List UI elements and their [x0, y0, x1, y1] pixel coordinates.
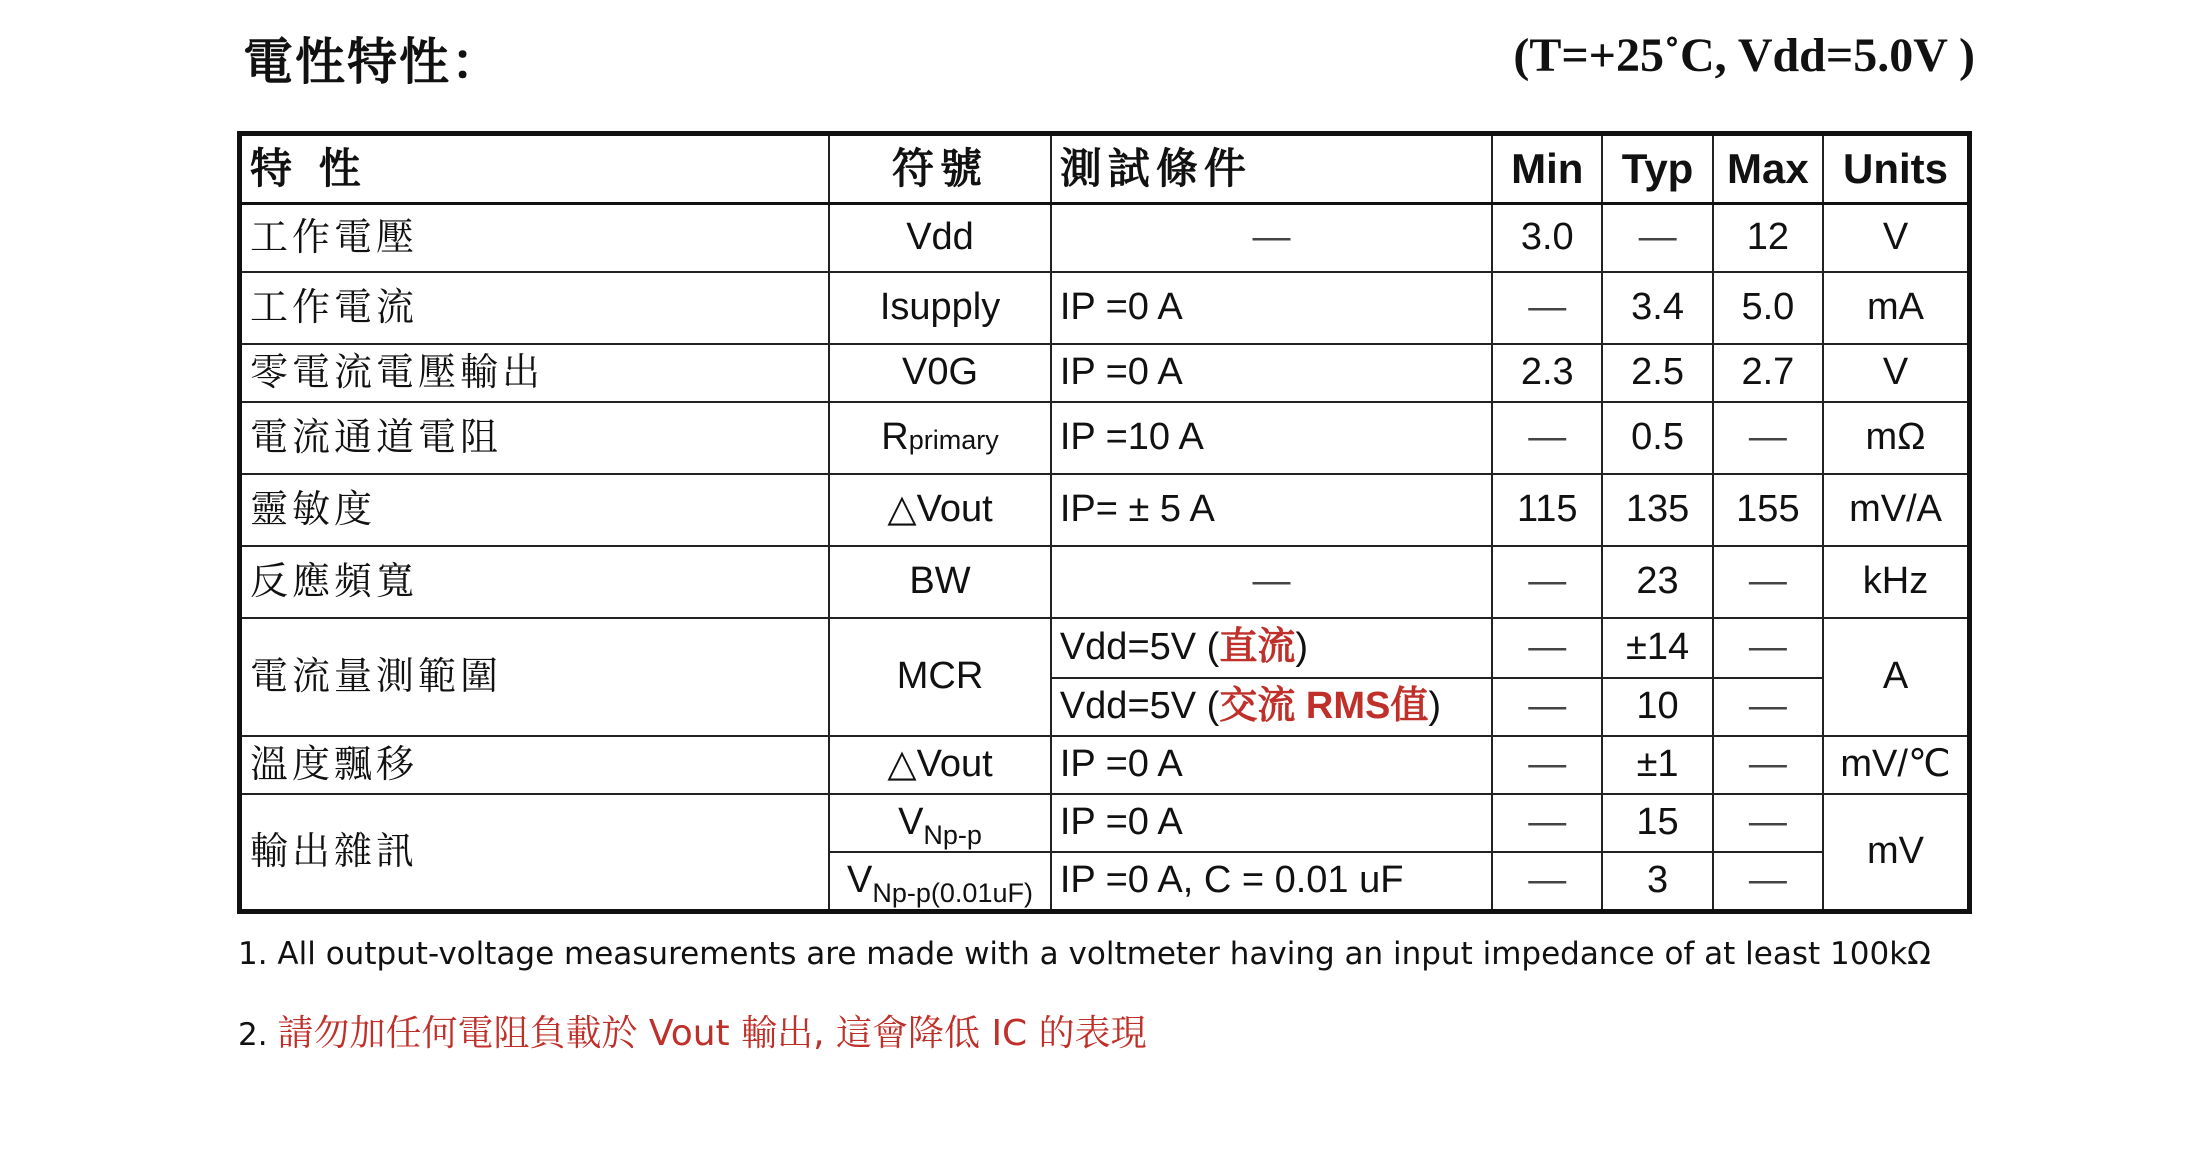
- row-condition: IP =0 A: [1051, 794, 1492, 852]
- row-symbol: V0G: [829, 344, 1051, 402]
- row-name: 輸出雜訊: [240, 794, 830, 912]
- table-row: [240, 344, 1970, 402]
- symbol-main: R: [881, 416, 909, 459]
- condition-highlight: 直流: [1219, 626, 1296, 669]
- row-max: —: [1713, 678, 1823, 736]
- row-typ: 23: [1602, 546, 1712, 618]
- row-symbol: Vdd: [829, 204, 1051, 273]
- table-row: [240, 204, 1970, 273]
- row-condition: IP =10 A: [1051, 402, 1492, 474]
- header-symbol: 符號: [829, 134, 1051, 204]
- note-2-text: 請勿加任何電阻負載於 Vout 輸出, 這會降低 IC 的表現: [277, 1013, 1147, 1054]
- row-symbol: BW: [829, 546, 1051, 618]
- row-min: —: [1492, 794, 1602, 852]
- table-row: [240, 474, 1970, 546]
- header-units: Units: [1823, 134, 1969, 204]
- row-symbol: Isupply: [829, 272, 1051, 344]
- table-row: [240, 736, 1970, 794]
- row-max: —: [1713, 618, 1823, 678]
- row-typ: 3: [1602, 852, 1712, 912]
- condition-text-end: ): [1295, 626, 1308, 669]
- row-max: 2.7: [1713, 344, 1823, 402]
- row-min: —: [1492, 852, 1602, 912]
- row-min: —: [1492, 618, 1602, 678]
- row-typ: 10: [1602, 678, 1712, 736]
- electrical-characteristics-table: [237, 131, 1972, 914]
- row-typ: 3.4: [1602, 272, 1712, 344]
- row-typ: ±1: [1602, 736, 1712, 794]
- row-units: mΩ: [1823, 402, 1969, 474]
- row-min: 3.0: [1492, 204, 1602, 273]
- test-conditions: (T=+25˚C, Vdd=5.0V ): [1513, 29, 1975, 82]
- header-min: Min: [1492, 134, 1602, 204]
- row-units: V: [1823, 344, 1969, 402]
- row-max: 5.0: [1713, 272, 1823, 344]
- row-condition: IP =0 A: [1051, 344, 1492, 402]
- table-row: [240, 402, 1970, 474]
- row-max: —: [1713, 736, 1823, 794]
- row-condition: [1051, 618, 1492, 678]
- row-units: V: [1823, 204, 1969, 273]
- row-name: 靈敏度: [240, 474, 830, 546]
- row-typ: 2.5: [1602, 344, 1712, 402]
- row-units: mV/A: [1823, 474, 1969, 546]
- table-row: [240, 546, 1970, 618]
- row-symbol: △Vout: [829, 474, 1051, 546]
- row-max: 155: [1713, 474, 1823, 546]
- row-symbol: [829, 794, 1051, 852]
- row-name: 溫度飄移: [240, 736, 830, 794]
- condition-highlight: 交流 RMS值: [1219, 685, 1429, 728]
- row-condition: [1051, 678, 1492, 736]
- row-condition: —: [1051, 204, 1492, 273]
- symbol-main: V: [847, 859, 873, 902]
- symbol-subscript: Np-p(0.01uF): [872, 878, 1033, 909]
- header-characteristic: 特 性: [240, 134, 830, 204]
- condition-text: Vdd=5V (: [1059, 626, 1220, 669]
- row-min: 115: [1492, 474, 1602, 546]
- condition-text: Vdd=5V (: [1059, 685, 1220, 728]
- row-condition: IP= ± 5 A: [1051, 474, 1492, 546]
- row-min: —: [1492, 546, 1602, 618]
- row-symbol: △Vout: [829, 736, 1051, 794]
- row-symbol: [829, 852, 1051, 912]
- row-typ: —: [1602, 204, 1712, 273]
- row-units: A: [1823, 618, 1969, 736]
- note-2: [238, 1005, 1147, 1056]
- row-symbol: MCR: [829, 618, 1051, 736]
- row-max: —: [1713, 402, 1823, 474]
- row-min: —: [1492, 402, 1602, 474]
- symbol-subscript: primary: [908, 425, 999, 456]
- row-symbol: [829, 402, 1051, 474]
- page-title: 電性特性：: [243, 32, 503, 91]
- row-max: —: [1713, 852, 1823, 912]
- row-typ: 0.5: [1602, 402, 1712, 474]
- row-min: —: [1492, 678, 1602, 736]
- table-row: [240, 618, 1970, 678]
- row-typ: ±14: [1602, 618, 1712, 678]
- row-max: —: [1713, 794, 1823, 852]
- row-max: —: [1713, 546, 1823, 618]
- header-typ: Typ: [1602, 134, 1712, 204]
- row-max: 12: [1713, 204, 1823, 273]
- table-header-row: [240, 134, 1970, 204]
- symbol-subscript: Np-p: [923, 820, 982, 851]
- row-condition: IP =0 A: [1051, 736, 1492, 794]
- table-row: [240, 794, 1970, 852]
- row-condition: —: [1051, 546, 1492, 618]
- header-test-condition: 測試條件: [1051, 134, 1492, 204]
- row-typ: 15: [1602, 794, 1712, 852]
- row-min: —: [1492, 736, 1602, 794]
- header-max: Max: [1713, 134, 1823, 204]
- row-condition: IP =0 A: [1051, 272, 1492, 344]
- row-units: kHz: [1823, 546, 1969, 618]
- table-row: [240, 272, 1970, 344]
- row-units: mV: [1823, 794, 1969, 912]
- row-typ: 135: [1602, 474, 1712, 546]
- row-name: 零電流電壓輸出: [240, 344, 830, 402]
- note-1: 1. All output-voltage measurements are made with a voltmeter having an input impedance of at least 100kΩ: [238, 936, 1931, 972]
- symbol-main: V: [898, 801, 924, 844]
- row-condition: IP =0 A, C = 0.01 uF: [1051, 852, 1492, 912]
- row-min: 2.3: [1492, 344, 1602, 402]
- note-2-number: 2.: [238, 1017, 268, 1053]
- row-min: —: [1492, 272, 1602, 344]
- row-name: 電流量測範圍: [240, 618, 830, 736]
- condition-text-end: ): [1428, 685, 1441, 728]
- row-units: mV/℃: [1823, 736, 1969, 794]
- row-name: 電流通道電阻: [240, 402, 830, 474]
- row-name: 反應頻寬: [240, 546, 830, 618]
- row-name: 工作電壓: [240, 204, 830, 273]
- row-units: mA: [1823, 272, 1969, 344]
- row-name: 工作電流: [240, 272, 830, 344]
